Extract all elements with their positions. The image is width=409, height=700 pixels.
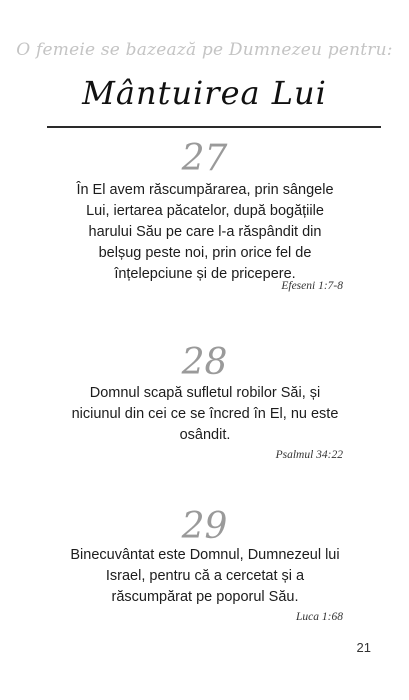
title-divider: [47, 126, 381, 128]
entry-number: 27: [181, 138, 228, 179]
page-number: 21: [356, 640, 371, 655]
page-title: Mântuirea Lui: [82, 74, 327, 112]
verse-reference: Psalmul 34:22: [275, 449, 343, 461]
entry-number: 28: [181, 342, 228, 383]
verse-text: În El avem răscumpărarea, prin sângele Lui, iertarea păcatelor, după bogățiile harului Său pe care l-a răspândit din belșug peste noi, prin orice fel de înțelepciune și de pricepere.: [76, 182, 334, 282]
verse-text: Domnul scapă sufletul robilor Săi, și niciunul din cei ce se încred în El, nu este osândit.: [71, 385, 339, 443]
verse-text: Binecuvântat este Domnul, Dumnezeul lui Israel, pentru că a cercetat și a răscumpărat pe poporul Său.: [70, 547, 340, 605]
verse-reference: Luca 1:68: [296, 611, 343, 623]
page-subtitle: O femeie se bazează pe Dumnezeu pentru:: [16, 40, 393, 60]
verse-reference: Efeseni 1:7-8: [281, 280, 343, 292]
entry-number: 29: [181, 506, 228, 547]
